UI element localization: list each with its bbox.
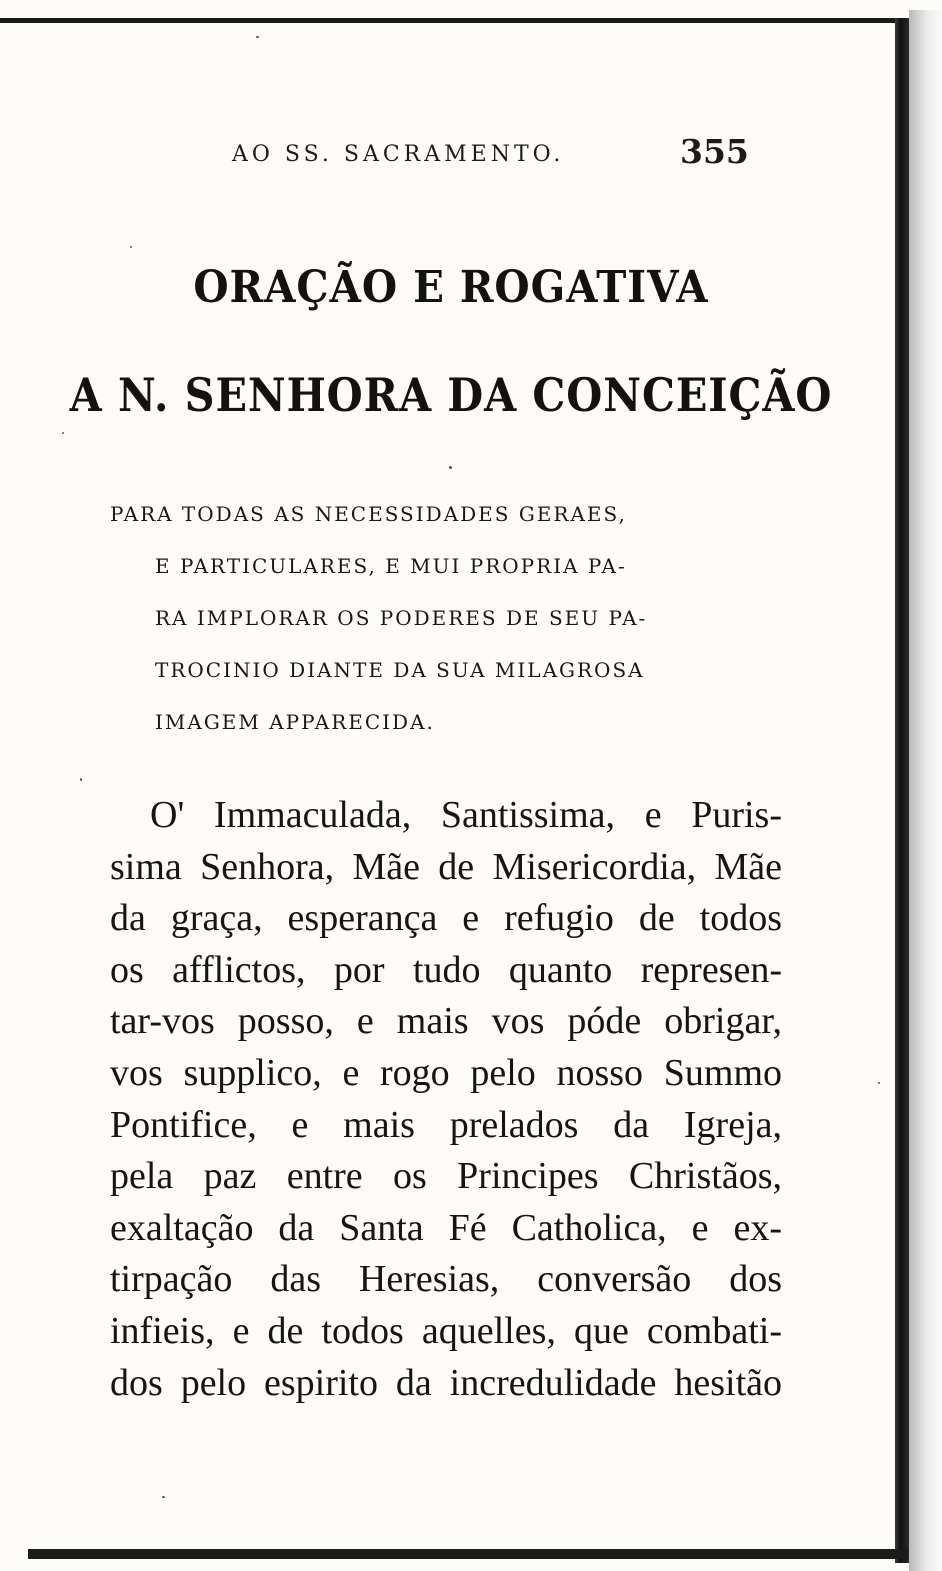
text-line: vos supplico, e rogo pelo nosso Summo xyxy=(110,1051,782,1094)
text-line: dos pelo espirito da incredulidade hesitão xyxy=(110,1361,782,1404)
text-line: os afflictos, por tudo quanto represen- xyxy=(110,948,782,991)
ink-speck xyxy=(256,36,259,38)
text-line: pela paz entre os Principes Christãos, xyxy=(110,1155,782,1198)
ink-speck xyxy=(80,778,82,781)
ink-speck xyxy=(449,466,452,469)
subtitle-line: TROCINIO DIANTE DA SUA MILAGROSA xyxy=(155,658,645,682)
heading-line-2: A N. SENHORA DA CONCEIÇÃO xyxy=(69,368,833,422)
subtitle-line: IMAGEM APPARECIDA. xyxy=(155,710,435,734)
heading-line-1: ORAÇÃO E ROGATIVA xyxy=(193,262,709,313)
subtitle-line: PARA TODAS AS NECESSIDADES GERAES, xyxy=(110,502,627,526)
page-number: 355 xyxy=(680,132,749,171)
prayer-text xyxy=(110,790,782,1409)
text-line: sima Senhora, Mãe de Misericordia, Mãe xyxy=(110,845,782,888)
subtitle-line: RA IMPLORAR OS PODERES DE SEU PA- xyxy=(155,606,648,630)
text-line: Pontifice, e mais prelados da Igreja, xyxy=(110,1103,782,1146)
ink-speck xyxy=(878,1082,880,1084)
top-border xyxy=(0,18,905,23)
text-line: exaltação da Santa Fé Catholica, e ex- xyxy=(110,1206,782,1249)
running-head: AO SS. SACRAMENTO. xyxy=(232,142,565,167)
subtitle xyxy=(110,488,780,748)
ink-speck xyxy=(162,1496,165,1498)
ink-speck xyxy=(62,432,64,434)
subtitle-line: E PARTICULARES, E MUI PROPRIA PA- xyxy=(155,554,627,578)
ink-speck xyxy=(130,246,132,248)
text-line: tar-vos posso, e mais vos póde obrigar, xyxy=(110,1000,782,1043)
text-line: infieis, e de todos aquelles, que combati- xyxy=(110,1309,782,1352)
text-line: da graça, esperança e refugio de todos xyxy=(110,897,782,940)
bottom-border xyxy=(28,1549,908,1559)
page-edge-shadow xyxy=(909,10,942,1571)
text-line: tirpação das Heresias, conversão dos xyxy=(110,1258,782,1301)
text-line: O' Immaculada, Santissima, e Puris- xyxy=(150,794,782,836)
page-edge xyxy=(895,18,909,1563)
